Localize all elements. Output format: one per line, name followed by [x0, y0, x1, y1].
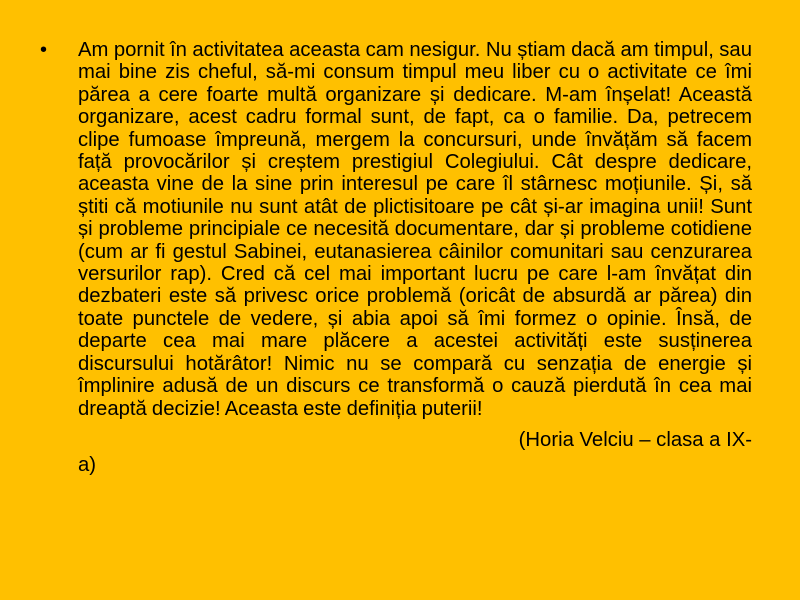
bullet-icon: •: [40, 39, 48, 61]
attribution-line-2: a): [78, 453, 97, 476]
bullet-item: [40, 39, 752, 477]
testimonial-paragraph: Am pornit în activitatea aceasta cam nesigur. Nu știam dacă am timpul, sau mai bine zis cheful, să-mi consum timpul meu liber cu o activitate ce îmi părea a cere foarte multă organizare și dedicare. M-am înșelat! Această organizare, acest cadru formal sunt, de fapt, ca o familie. Da, petrecem clipe fumoase împreună, mergem la concursuri, unde învățăm să facem față provocărilor și creștem prestigiul Colegiului. Cât despre dedicare, aceasta vine de la sine prin interesul pe care îl stârnesc moțiunile. Și, să știti că motiunile nu sunt atât de plictisitoare pe cât și-ar imagina unii! Sunt și probleme principiale ce necesită documentare, dar și probleme cotidiene (cum ar fi gestul Sabinei, eutanasierea câinilor comunitari sau cenzurarea versurilor rap). Cred că cel mai important lucru pe care l-am învățat din dezbateri este să privesc orice problemă (oricât de absurdă ar părea) din toate punctele de vedere, și abia apoi să îmi formez o opinie. Însă, de departe cea mai mare plăcere a acestei activități este susținerea discursului hotărâtor! Nimic nu se compară cu senzația de energie și împlinire adusă de un discurs ce transformă o cauză pierdută în cea mai dreaptă decizie! Aceasta este definiția puterii!: [78, 39, 752, 420]
attribution-line-1: (Horia Velciu – clasa a IX-: [518, 428, 752, 451]
